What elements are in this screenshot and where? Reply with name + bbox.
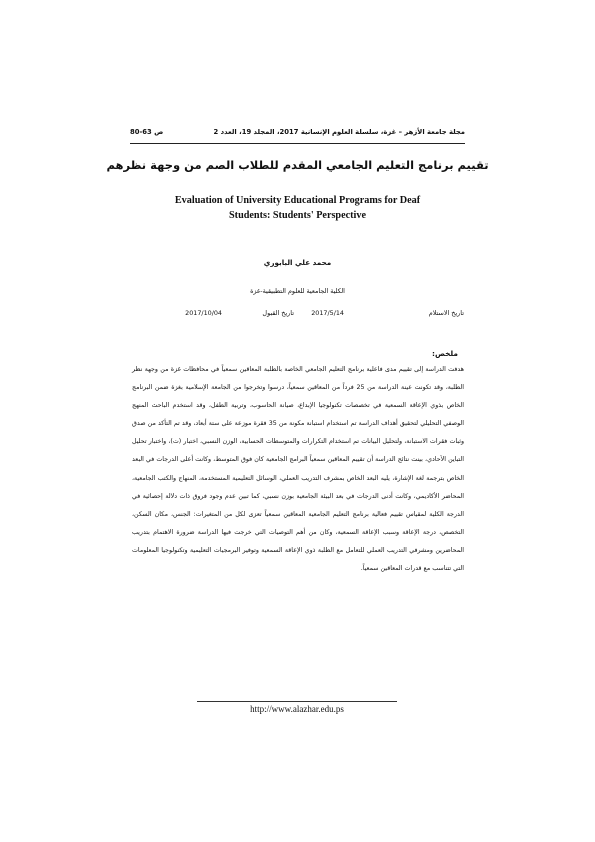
english-title-line-1: Evaluation of University Educational Programs for Deaf bbox=[174, 195, 421, 206]
running-head bbox=[130, 128, 465, 142]
english-title-line-2: Students: Students' Perspective bbox=[229, 209, 366, 221]
abstract-text: هدفت الدراسة إلى تقييم مدى فاعلية برنامج التعليم الجامعي الخاصة بالطلبة المعاقين سمعياً في محافظات غزة من وجهة نظر الطلبة، وقد تكونت عينة الدراسة من 25 فرداً من المعاقين سمعياً، درسوا وتخرجوا من الجامعة الإسلامية بغزة ضمن البرنامج الخاص بذوي الإعاقة السمعية في تخصصات تكنولوجيا الإبداع، صيانة الحاسوب، وتربية الطفل، وقد استخدم الباحث المنهج الوصفي التحليلي لتحقيق أهداف الدراسة تم استخدام استبانة مكونة من 35 فقرة موزعة على ستة أبعاد، وقد تم التأكد من صدق وثبات فقرات الاستبانة، ولتحليل البيانات تم استخدام التكرارات والمتوسطات الحسابية، الوزن النسبي، اختبار (ت)، واختبار تحليل التباين الأحادي، بينت نتائج الدراسة أن تقييم المعاقين سمعياً البرامج الجامعية كان فوق المتوسط، وكانت أعلى الدرجات في البعد الخاص بترجمة لغة الإشارة، يليه البعد الخاص بمشرف التدريب العملي، الوسائل التعليمية المستخدمة، المنهاج والكتب الجامعية، المحاضر الأكاديمي، وكانت أدنى الدرجات في بعد البيئة الجامعية بوزن نسبي، كما تبين عدم وجود فروق ذات دلالة إحصائية في الدرجة الكلية لمقياس تقييم فعالية برنامج التعليم الجامعية المعاقين سمعياً تعزى لكل من المتغيرات: الجنس، مكان السكن، التخصص، درجة الإعاقة وسبب الإعاقة السمعية، وكان من أهم التوصيات التي خرجت فيها الدراسة ضرورة الاهتمام بتدريب المحاضرين ومشرفي التدريب العملي للتعامل مع الطلبة ذوي الإعاقة السمعية وتوفير البرمجيات التعليمية وتكنولوجيا المعلومات التي تتناسب مع قدرات المعاقين سمعياً. bbox=[132, 366, 464, 573]
accepted-label: تاريخ القبول bbox=[262, 309, 294, 317]
submission-dates bbox=[170, 309, 464, 321]
author-affiliation: الكلية الجامعية للعلوم التطبيقية-غزة bbox=[250, 287, 345, 295]
received-label: تاريخ الاستلام bbox=[428, 309, 464, 317]
header-rule bbox=[130, 143, 465, 144]
arabic-title: تقييم برنامج التعليم الجامعي المقدم للطلاب الصم من وجهة نظرهم bbox=[106, 158, 489, 172]
journal-citation: مجلة جامعة الأزهر – غزة، سلسلة العلوم الإنسانية 2017، المجلد 19، العدد 2 bbox=[213, 128, 465, 136]
accepted-date: 2017/10/04 bbox=[185, 309, 222, 317]
footer-rule bbox=[197, 701, 397, 702]
footer-link[interactable]: http://www.alazhar.edu.ps bbox=[250, 704, 344, 714]
abstract-heading: ملخص: bbox=[432, 349, 458, 358]
page-range: ص 63-80 bbox=[130, 128, 164, 136]
received-date: 2017/5/14 bbox=[311, 309, 344, 317]
author-name: محمد علي البابوري bbox=[263, 258, 332, 267]
english-title bbox=[110, 194, 485, 223]
